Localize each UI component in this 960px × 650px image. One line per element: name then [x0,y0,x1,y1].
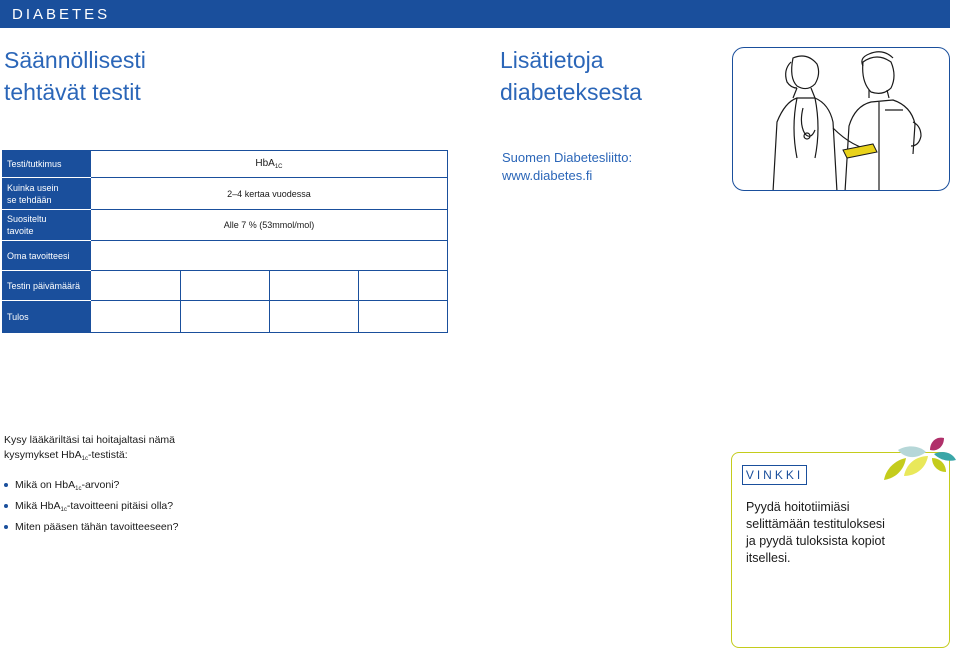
leaf-decoration-icon [880,432,960,484]
questions-intro-line-2 [4,448,334,467]
date-field-4[interactable] [359,271,448,301]
tip-text-line-2: selittämään testituloksesi [746,517,885,531]
questions-intro-line-1: Kysy lääkäriltäsi tai hoitajaltasi nämä [4,434,175,446]
question-post: -tavoitteeni pitäisi olla? [66,500,174,512]
test-table [2,150,448,333]
info-heading [500,44,720,108]
label-target-line-1: Suositeltu [7,214,47,224]
tip-label: VINKKI [742,465,807,485]
date-field-1[interactable] [90,271,180,301]
question-pre: Mikä on HbA [15,479,76,491]
test-name-sub: 1C [274,164,283,170]
label-test-date: Testin päivämäärä [3,271,91,301]
label-frequency-line-1: Kuinka usein [7,182,59,193]
contact-info [502,149,632,185]
tip-text [746,499,946,567]
result-field-4[interactable] [359,301,448,333]
question-sub: 1c [60,507,67,513]
page-title [4,44,204,108]
tip-text-line-1: Pyydä hoitotiimiäsi [746,500,850,514]
tip-text-line-3: ja pyydä tuloksista kopiot [746,534,885,548]
page-title-line-1: Säännöllisesti [4,47,146,73]
header-title: DIABETES [12,6,111,23]
test-name-cell [90,151,447,178]
frequency-value: 2–4 kertaa vuodessa [90,178,447,210]
date-field-2[interactable] [180,271,270,301]
label-test: Testi/tutkimus [3,151,91,178]
contact-org: Suomen Diabetesliitto: [502,150,633,165]
page-title-line-2: tehtävät testit [4,79,141,105]
info-heading-line-2: diabeteksesta [500,79,642,105]
label-result: Tulos [3,301,91,333]
questions-section [4,433,334,540]
date-field-3[interactable] [270,271,359,301]
doctor-patient-drawing [733,48,950,191]
info-heading-line-1: Lisätietoja [500,47,604,73]
doctor-patient-illustration [732,47,950,191]
target-value: Alle 7 % (53mmol/mol) [90,210,447,241]
label-frequency-line-2: se tehdään [7,194,52,205]
question-pre: Mikä HbA [15,500,61,512]
question-list [4,477,334,540]
result-field-1[interactable] [90,301,180,333]
label-frequency [3,178,91,210]
label-target-line-2: tavoite [7,226,34,236]
question-item [4,519,334,540]
own-target-field[interactable] [90,241,447,271]
label-target [3,210,91,241]
label-own-target: Oma tavoitteesi [3,241,91,271]
result-field-2[interactable] [180,301,270,333]
question-post: -arvoni? [81,479,120,491]
question-item [4,477,334,498]
questions-intro-pre: kysymykset HbA [4,449,82,461]
result-field-3[interactable] [270,301,359,333]
tip-text-line-4: itsellesi. [746,551,791,565]
question-pre: Miten pääsen tähän tavoitteeseen? [15,521,179,533]
contact-url[interactable]: www.diabetes.fi [502,168,593,183]
question-sub: 1c [75,486,82,492]
question-item [4,498,334,519]
header-bar [0,0,950,28]
test-name: HbA [255,158,275,169]
questions-intro-post: -testistä: [87,449,128,461]
questions-intro-sub: 1c [81,456,88,462]
